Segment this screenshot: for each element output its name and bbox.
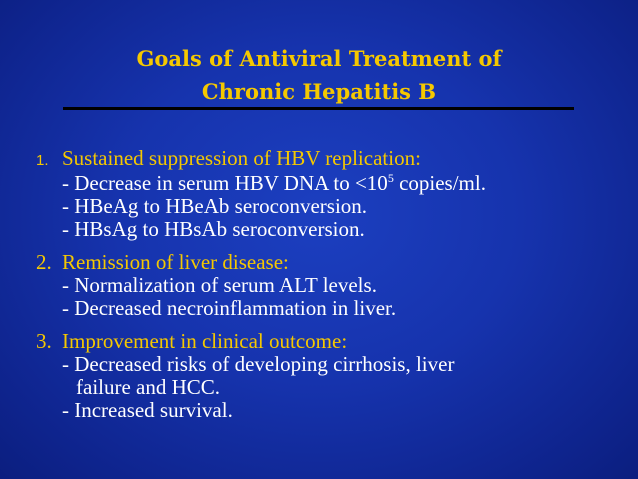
goal-heading-text-3: Improvement in clinical outcome: — [62, 329, 348, 353]
goal-1-item-1-superscript: 5 — [387, 171, 394, 185]
goal-3-item-1: - Decreased risks of developing cirrhosis, liver — [62, 352, 455, 376]
goal-2-item-1: - Normalization of serum ALT levels. — [62, 273, 377, 297]
title-line-1: Goals of Antiviral Treatment of — [136, 46, 502, 71]
goal-number-2: 2. — [36, 250, 52, 274]
goal-1-item-2: - HBeAg to HBeAb seroconversion. — [62, 194, 368, 218]
goal-section-1 — [36, 147, 626, 241]
goal-3-item-1-continuation: failure and HCC. — [76, 375, 221, 399]
goal-1-item-1-text-after: copies/ml. — [393, 171, 486, 195]
goal-heading-text-1: Sustained suppression of HBV replication: — [62, 146, 421, 170]
goal-number-3: 3. — [36, 329, 52, 353]
goals-list — [36, 147, 626, 432]
goal-3-item-2: - Increased survival. — [62, 398, 233, 422]
goal-1-item-1 — [36, 172, 626, 195]
title-line-2: Chronic Hepatitis B — [201, 79, 437, 104]
goal-2-item-2: - Decreased necroinflammation in liver. — [62, 296, 397, 320]
goal-1-item-3: - HBsAg to HBsAb seroconversion. — [62, 217, 365, 241]
goal-heading-2 — [36, 251, 626, 274]
goal-1-item-1-text: - Decrease in serum HBV DNA to <10 — [62, 171, 388, 195]
goal-heading-3 — [36, 330, 626, 353]
title-underline — [63, 107, 574, 110]
goal-heading-1 — [36, 147, 626, 172]
slide-title — [0, 42, 638, 108]
goal-heading-text-2: Remission of liver disease: — [62, 250, 289, 274]
goal-section-3 — [36, 330, 626, 422]
goal-number-1: 1. — [36, 152, 49, 169]
goal-section-2 — [36, 251, 626, 320]
